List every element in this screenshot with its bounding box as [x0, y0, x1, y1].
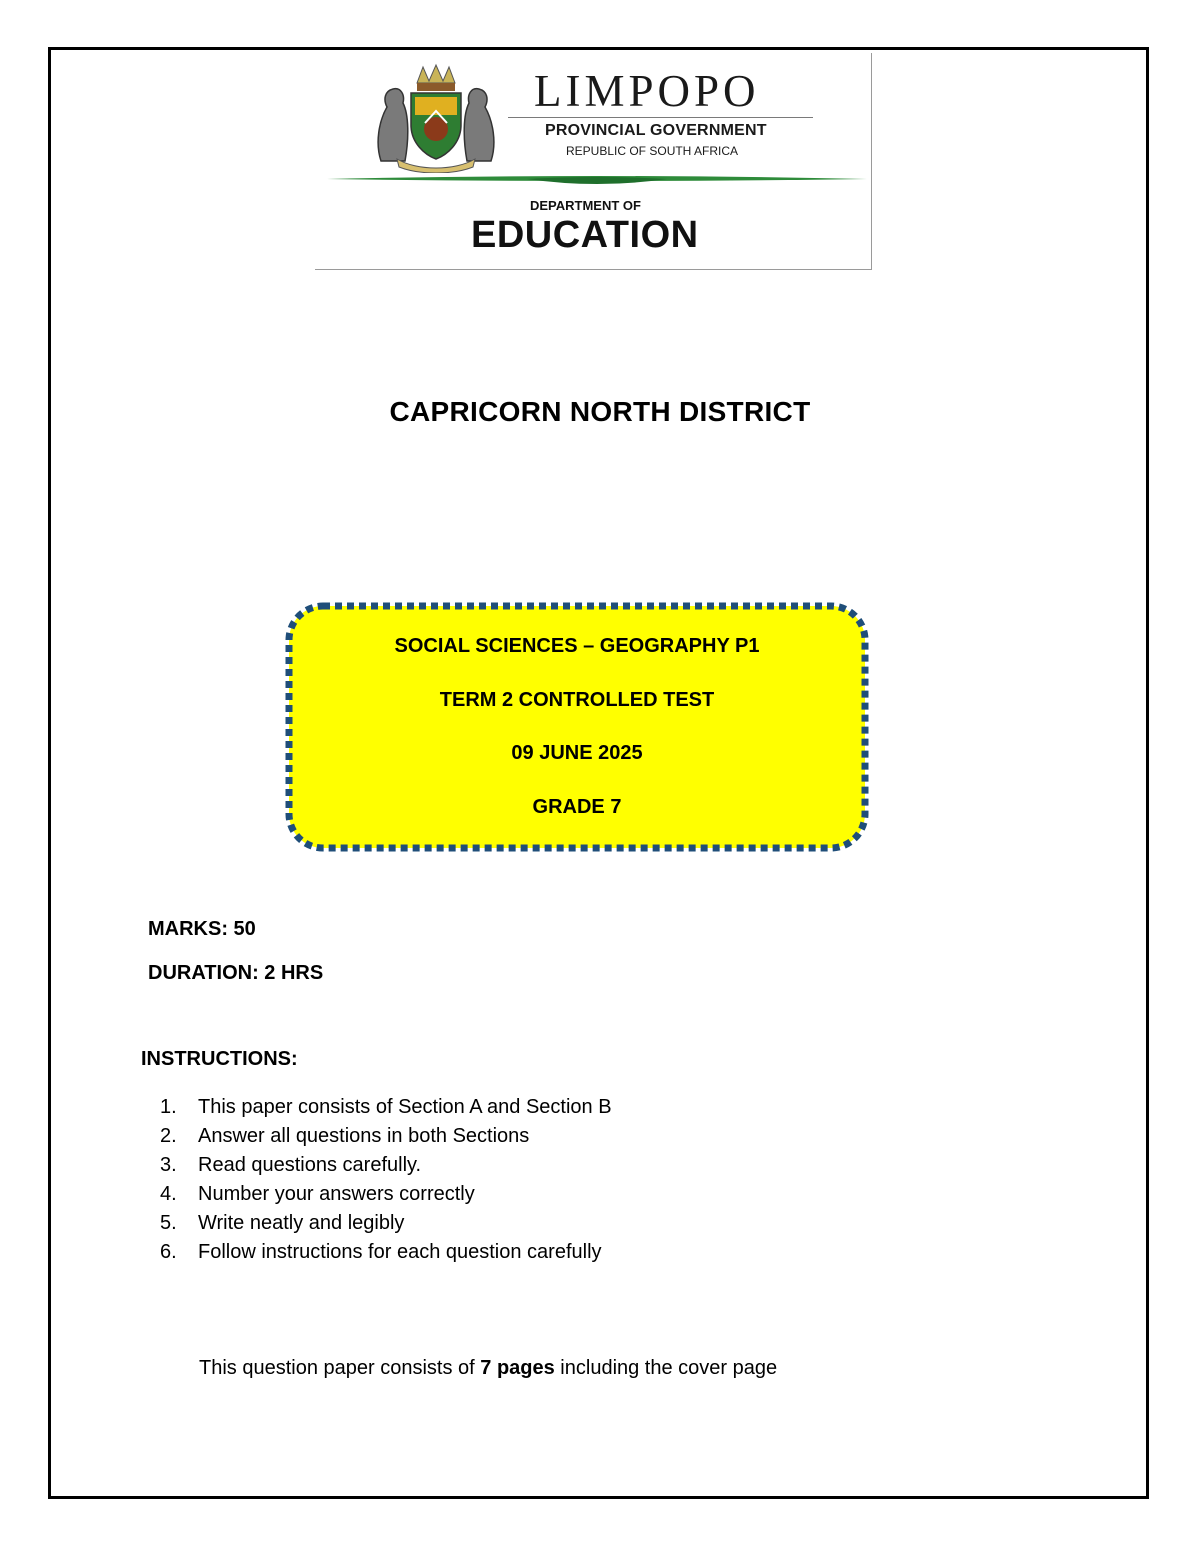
grade-line: GRADE 7 — [532, 796, 622, 818]
logo-provincial-government: PROVINCIAL GOVERNMENT — [545, 122, 767, 139]
date-line: 09 JUNE 2025 — [511, 742, 643, 764]
list-item — [160, 1209, 612, 1238]
duration-label: DURATION: 2 HRS — [148, 962, 324, 984]
logo-republic: REPUBLIC OF SOUTH AFRICA — [566, 144, 739, 158]
list-item-text: Write neatly and legibly — [198, 1212, 405, 1234]
test-type-line: TERM 2 CONTROLLED TEST — [439, 689, 715, 711]
green-swoosh — [327, 171, 867, 189]
list-item — [160, 1093, 612, 1122]
list-item-text: Read questions carefully. — [198, 1154, 422, 1176]
logo-province-name: LIMPOPO — [534, 66, 760, 116]
marks-label: MARKS: 50 — [148, 918, 256, 940]
coat-of-arms-icon — [373, 63, 499, 173]
list-item — [160, 1238, 612, 1267]
list-item-number: 1. — [160, 1096, 177, 1118]
list-item — [160, 1151, 612, 1180]
list-item-text: Number your answers correctly — [198, 1183, 475, 1205]
page-count-prefix: This question paper consists of — [199, 1357, 481, 1379]
subject-line: SOCIAL SCIENCES – GEOGRAPHY P1 — [394, 635, 760, 657]
logo-divider — [508, 117, 813, 118]
list-item — [160, 1180, 612, 1209]
list-item-text: This paper consists of Section A and Section B — [198, 1096, 612, 1118]
page-count-note — [199, 1357, 777, 1380]
district-title: CAPRICORN NORTH DISTRICT — [389, 396, 811, 427]
logo-department-label: DEPARTMENT OF — [530, 198, 641, 213]
list-item-number: 6. — [160, 1241, 177, 1263]
list-item-number: 4. — [160, 1183, 177, 1205]
list-item-number: 5. — [160, 1212, 177, 1234]
list-item — [160, 1122, 612, 1151]
title-box — [285, 602, 869, 852]
list-item-number: 3. — [160, 1154, 177, 1176]
page-count-suffix: including the cover page — [554, 1357, 778, 1379]
list-item-text: Follow instructions for each question carefully — [198, 1241, 602, 1263]
list-item-text: Answer all questions in both Sections — [198, 1125, 530, 1147]
page-count-value: 7 pages — [480, 1357, 555, 1379]
limpopo-education-logo — [315, 53, 872, 270]
instructions-list — [160, 1093, 612, 1267]
logo-department-name: EDUCATION — [471, 214, 699, 256]
instructions-heading: INSTRUCTIONS: — [141, 1048, 298, 1070]
list-item-number: 2. — [160, 1125, 177, 1147]
